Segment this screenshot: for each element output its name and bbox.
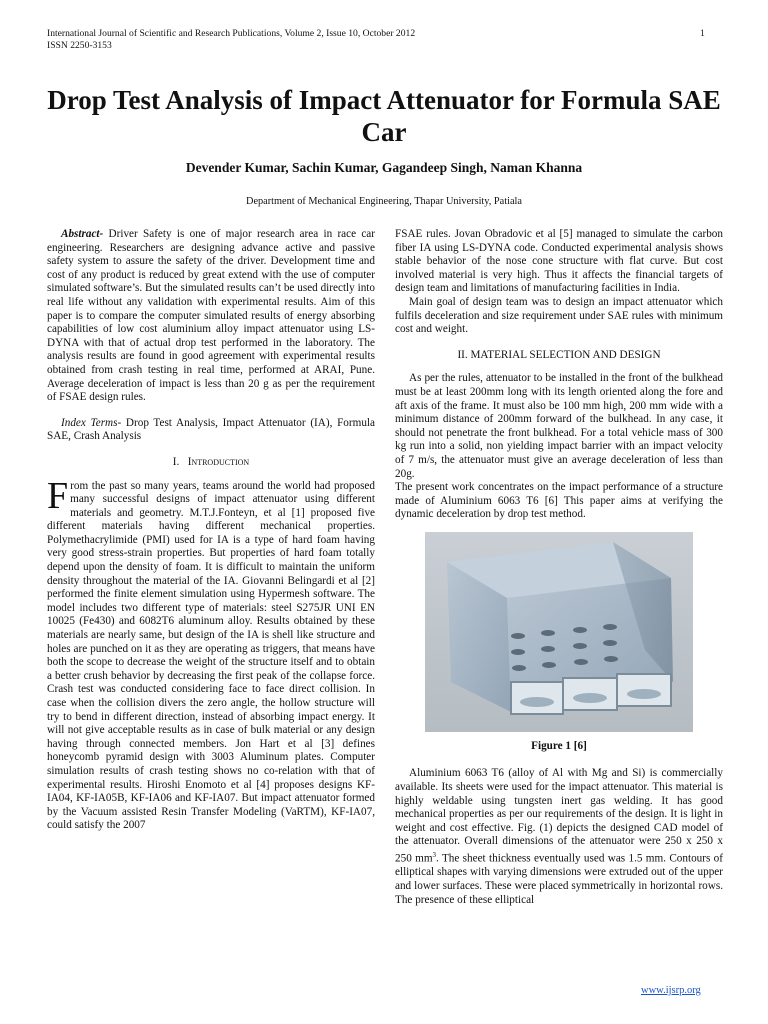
- superscript: 3: [432, 851, 437, 860]
- attenuator-cad-model-image: [395, 532, 723, 732]
- page-number: 1: [700, 28, 705, 39]
- journal-name: International Journal of Scientific and Research Publications, Volume 2, Issue 10, October 2012: [47, 28, 416, 39]
- journal-header: [47, 28, 415, 52]
- affiliation: Department of Mechanical Engineering, Thapar University, Patiala: [246, 196, 522, 207]
- index-terms-label: Index Terms: [61, 416, 118, 429]
- intro-paragraph: [47, 474, 375, 833]
- right-paragraph-4: The present work concentrates on the impact performance of a structure made of Aluminium 6063 T6 [6] This paper aims at verifying the dynamic deceleration by drop test method.: [395, 481, 723, 521]
- index-terms: [47, 417, 375, 444]
- issn: ISSN 2250-3153: [47, 40, 112, 51]
- section-heading-introduction: I. Introduction: [172, 455, 250, 468]
- right-column: [395, 228, 723, 907]
- intro-text: rom the past so many years, teams around the world had proposed many successful designs of impact attenuator using different materials and geometry. M.T.J.Fonteyn, et al [1] proposed five different materials having different mechanical properties. Polymethacrylimide (PMI) used for IA is a type of hard foam having very good stress-strain properties. But properties of hard foam totally depend upon the density of foam. It is difficult to maintain the uniform density throughout the material of the IA. Giovanni Belingardi et al [2] performed the finite element simulation using Hypermesh software. The model includes two different type of materials: steel S275JR UNI EN 10025 (Fe430) and 6082T6 aluminum alloy. Results obtained by these materials are nearly same, but design of the IA is shell like structure and holes are punched on it as they are operating as triggers, that means have both the scope to decrease the weight of the structure itself and to obtain a better crush behavior by decreasing the first peak of the collapse force. Crash test was conducted considering face to face direct collision. In case when the collision divers the zero angle, the hollow structure will try to bend in different direction, instead of absorbing impact energy. It will not give acceptable results as in case of bulk material or any design having through connected members. Jon Hart et al [3] defines honeycomb pyramid design with 3003 Aluminum plates. Computer simulation results of crash testing shows no co-relation with that of experimental results. Hiroshi Enomoto et al [4] proposes designs KF-IA04, KF-IA05B, KF-IA06 and KF-IA07. But impact attenuator formed by the Vacuum assisted Resin Transfer Modeling (VaRTM), KF-IA07, could satisfy the 2007: [47, 479, 375, 832]
- left-column: [47, 228, 375, 833]
- figure-1: [395, 532, 723, 732]
- abstract-text: Driver Safety is one of major research area in race car engineering. Researchers are designing advance active and passive safety system to assure the safety of the driver. Development time and cost of any product is reduced by great extend with the use of computer simulated software’s. But the simulated results can’t be used directly into real life without any validation with experimental results. Aim of this paper is to compare the computer simulated results of energy absorbing capabilities of low cost aluminium alloy impact attenuator using LS-DYNA with that of actual drop test performed in the laboratory. The analysis results are found in good agreement with experimental results obtained from crash testing in real time, performed at ARAI, Pune. Average deceleration of impact is less than 20 g as per the requirement of FSAE design rules.: [47, 228, 375, 404]
- right-paragraph-1: FSAE rules. Jovan Obradovic et al [5] managed to simulate the carbon fiber IA using LS-DYNA code. Conducted experimental analysis shows stable behavior of the nose cone structure with flat curve. But cost involved material is very high. Thus it affects the financial targets of design team and limitations of manufacturing facilities in India.: [395, 228, 723, 295]
- section-heading-material: II. MATERIAL SELECTION AND DESIGN: [457, 348, 661, 361]
- abstract-label: Abstract-: [61, 228, 104, 240]
- figure-caption: Figure 1 [6]: [531, 739, 587, 752]
- right-paragraph-2: Main goal of design team was to design an impact attenuator which fulfils deceleration and size requirement under SAE rules with minimum cost and weight.: [395, 295, 723, 336]
- right-paragraph-5: Aluminium 6063 T6 (alloy of Al with Mg and Si) is commercially available. Its sheets were used for the impact attenuator. This material is highly weldable using tungsten inert gas welding. It has good mechanical properties as per our requirements of the design. It is light in weight and cost effective. Fig. (1) depicts the designed CAD model of the attenuator. Overall dimensions of the attenuator were 250 x 250 x 250 $mm^3$. The sheet thickness eventually used was 1.5 mm. Contours of elliptical shapes with varying dimensions were extruded out of the upper and lower surfaces. These were placed symmetrically in horizontal rows. The presence of these elliptical: [395, 767, 723, 906]
- authors: Devender Kumar, Sachin Kumar, Gagandeep Singh, Naman Khanna: [185, 160, 583, 175]
- paper-title: Drop Test Analysis of Impact Attenuator for Formula SAE Car: [47, 85, 721, 147]
- dropcap: F: [47, 474, 69, 517]
- index-terms-text: - Drop Test Analysis, Impact Attenuator (IA), Formula SAE, Crash Analysis: [47, 416, 375, 443]
- abstract: [47, 228, 375, 405]
- journal-website-link[interactable]: www.ijsrp.org: [641, 985, 701, 996]
- right-paragraph-3: As per the rules, attenuator to be installed in the front of the bulkhead must be at least 200mm long with its length oriented along the fore and aft axis of the frame. It must also be 100 mm high, 200 mm wide with a minimum distance of 200mm forward of the bulkhead. In any case, it should not penetrate the front bulkhead. For a total vehicle mass of 300 kg run into a solid, non yielding impact barrier with an impact velocity of 7 m/s, the attenuator must give an average deceleration of less than 20g.: [395, 372, 723, 480]
